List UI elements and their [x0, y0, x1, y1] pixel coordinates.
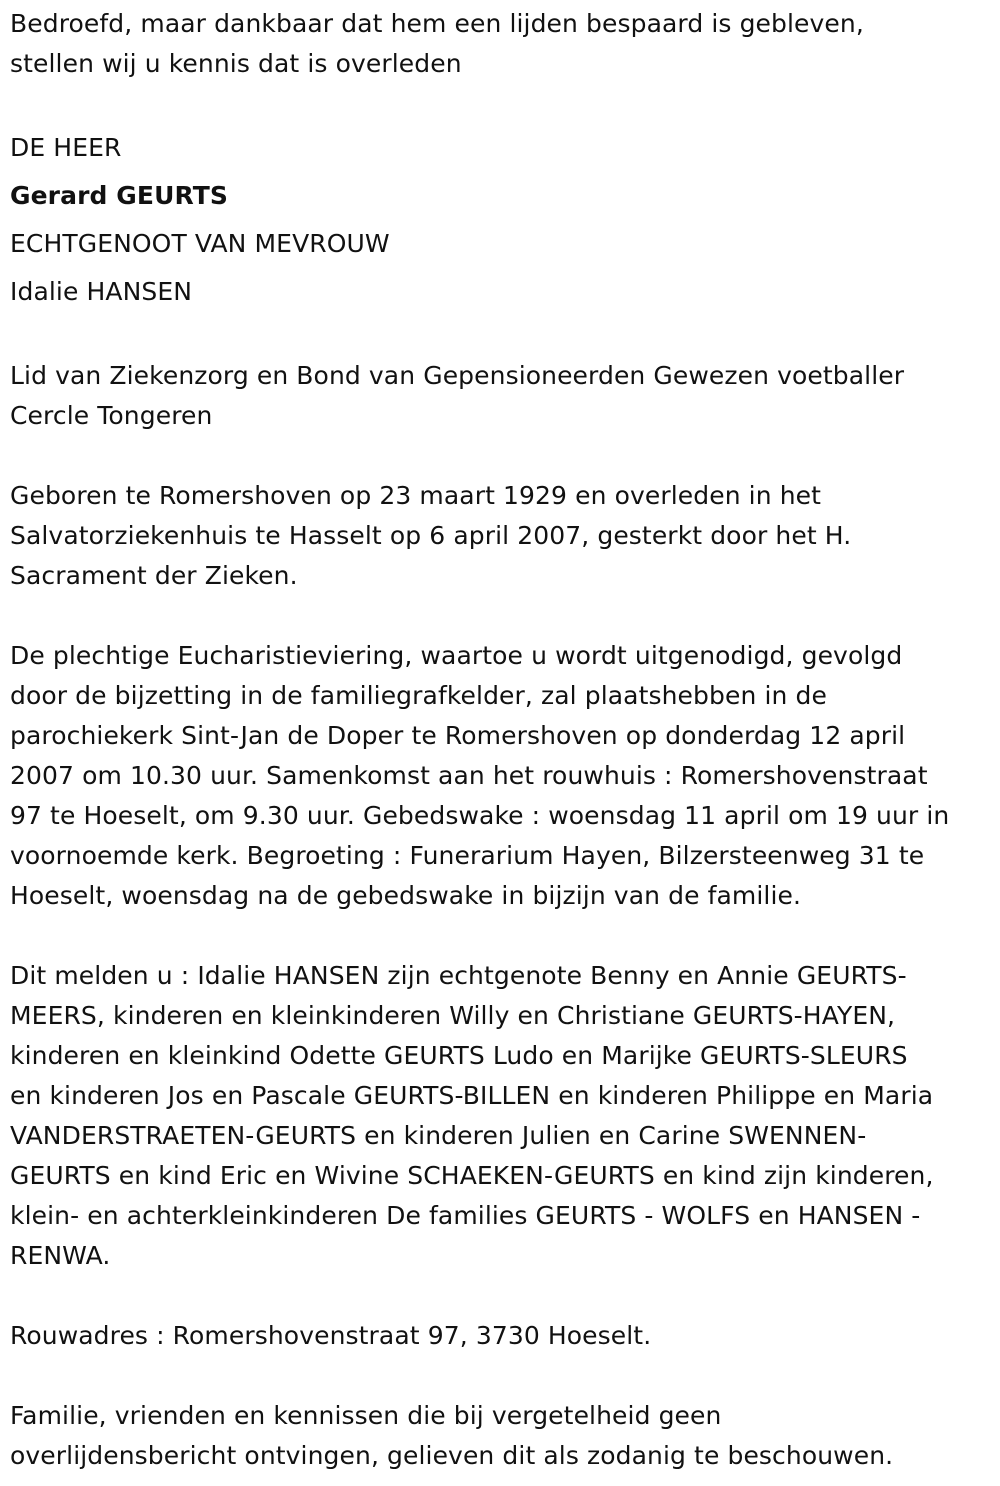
intro-line: Bedroefd, maar dankbaar dat hem een lijden bespaard is gebleven,	[10, 9, 864, 38]
membership-line: Cercle Tongeren	[10, 401, 213, 430]
birth-death-paragraph	[10, 476, 982, 596]
paragraph-gap	[10, 596, 982, 636]
intro-paragraph	[10, 4, 982, 84]
paragraph-gap	[10, 316, 982, 356]
family-paragraph	[10, 956, 982, 1276]
birth-death-line: Sacrament der Zieken.	[10, 561, 298, 590]
family-line: VANDERSTRAETEN-GEURTS en kinderen Julien en Carine SWENNEN-	[10, 1121, 867, 1150]
membership-line: Lid van Ziekenzorg en Bond van Gepensioneerden Gewezen voetballer	[10, 361, 905, 390]
mourning-address: Rouwadres : Romershovenstraat 97, 3730 Hoeselt.	[10, 1321, 652, 1350]
birth-death-line: Salvatorziekenhuis te Hasselt op 6 april 2007, gesterkt door het H.	[10, 521, 852, 550]
address-paragraph	[10, 1316, 982, 1356]
birth-death-line: Geboren te Romershoven op 23 maart 1929 en overleden in het	[10, 481, 822, 510]
spouse-name: Idalie HANSEN	[10, 277, 193, 306]
paragraph-gap	[10, 436, 982, 476]
family-line: kinderen en kleinkind Odette GEURTS Ludo en Marijke GEURTS-SLEURS	[10, 1041, 908, 1070]
family-line: klein- en achterkleinkinderen De families GEURTS - WOLFS en HANSEN -	[10, 1201, 921, 1230]
paragraph-gap	[10, 1276, 982, 1316]
ceremony-line: Hoeselt, woensdag na de gebedswake in bijzijn van de familie.	[10, 881, 802, 910]
deceased-block	[10, 124, 982, 316]
closing-line: overlijdensbericht ontvingen, gelieven dit als zodanig te beschouwen.	[10, 1441, 894, 1470]
ceremony-paragraph	[10, 636, 982, 916]
paragraph-gap	[10, 84, 982, 124]
membership-paragraph	[10, 356, 982, 436]
intro-line: stellen wij u kennis dat is overleden	[10, 49, 462, 78]
family-line: GEURTS en kind Eric en Wivine SCHAEKEN-GEURTS en kind zijn kinderen,	[10, 1161, 934, 1190]
ceremony-line: parochiekerk Sint-Jan de Doper te Romershoven op donderdag 12 april	[10, 721, 906, 750]
paragraph-gap	[10, 1356, 982, 1396]
closing-paragraph	[10, 1396, 982, 1476]
family-line: RENWA.	[10, 1241, 111, 1270]
family-line: MEERS, kinderen en kleinkinderen Willy en Christiane GEURTS-HAYEN,	[10, 1001, 896, 1030]
family-line: Dit melden u : Idalie HANSEN zijn echtgenote Benny en Annie GEURTS-	[10, 961, 907, 990]
paragraph-gap	[10, 916, 982, 956]
ceremony-line: voornoemde kerk. Begroeting : Funerarium Hayen, Bilzersteenweg 31 te	[10, 841, 925, 870]
ceremony-line: De plechtige Eucharistieviering, waartoe u wordt uitgenodigd, gevolgd	[10, 641, 903, 670]
ceremony-line: door de bijzetting in de familiegrafkelder, zal plaatshebben in de	[10, 681, 827, 710]
deceased-title: DE HEER	[10, 133, 122, 162]
ceremony-line: 2007 om 10.30 uur. Samenkomst aan het rouwhuis : Romershovenstraat	[10, 761, 928, 790]
deceased-name: Gerard GEURTS	[10, 181, 228, 210]
spouse-label: ECHTGENOOT VAN MEVROUW	[10, 229, 390, 258]
family-line: en kinderen Jos en Pascale GEURTS-BILLEN en kinderen Philippe en Maria	[10, 1081, 934, 1110]
closing-line: Familie, vrienden en kennissen die bij vergetelheid geen	[10, 1401, 722, 1430]
ceremony-line: 97 te Hoeselt, om 9.30 uur. Gebedswake : woensdag 11 april om 19 uur in	[10, 801, 950, 830]
